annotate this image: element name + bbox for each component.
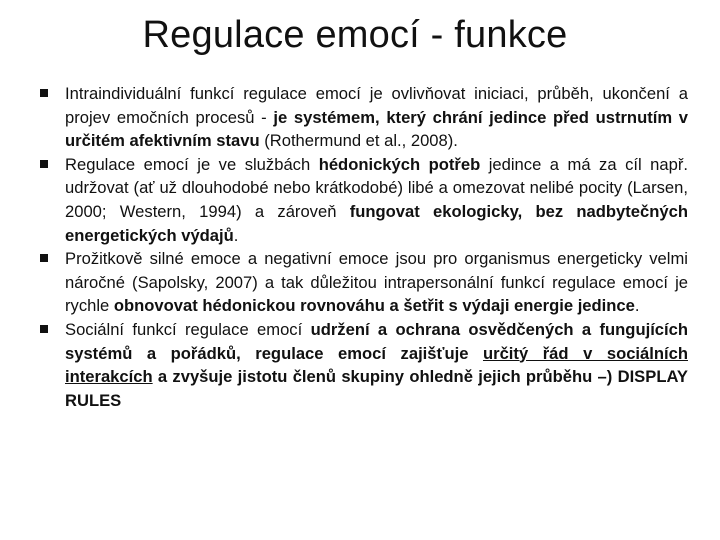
square-bullet-icon (40, 89, 48, 97)
bullet-item (40, 153, 688, 247)
bullet-list (40, 82, 688, 412)
bullet-item (40, 82, 688, 153)
slide-title: Regulace emocí - funkce (142, 14, 568, 56)
bullet-text: Regulace emocí je ve službách hédonických potřeb jedince a má za cíl např. udržovat (ať už dlouhodobé nebo krátkodobé) libé a omezovat nelibé pocity (Larsen, 2000; Western, 1994) a zároveň fungovat ekologicky, bez nadbytečných energetických výdajů. (65, 154, 688, 245)
bullet-item (40, 247, 688, 318)
bullet-text: Sociální funkcí regulace emocí udržení a ochrana osvědčených a fungujících systémů a pořádků, regulace emocí zajišťuje určitý řád v sociálních interakcích a zvyšuje jistotu členů skupiny ohledně jejich průběhu –) DISPLAY RULES (65, 319, 689, 410)
square-bullet-icon (40, 160, 48, 168)
bullet-text: Prožitkově silné emoce a negativní emoce jsou pro organismus energeticky velmi náročné (Sapolsky, 2007) a tak důležitou intrapersonální funkcí regulace emocí je rychle obnovovat hédonickou rovnováhu a šetřit s výdaji energie jedince. (65, 249, 688, 316)
bullet-item (40, 318, 688, 412)
square-bullet-icon (40, 325, 48, 333)
bullet-text: Intraindividuální funkcí regulace emocí je ovlivňovat iniciaci, průběh, ukončení a projev emočních procesů - je systémem, který chrání jedince před ustrnutím v určitém afektivním stavu (Rothermund et al., 2008). (65, 84, 688, 151)
square-bullet-icon (40, 254, 48, 262)
